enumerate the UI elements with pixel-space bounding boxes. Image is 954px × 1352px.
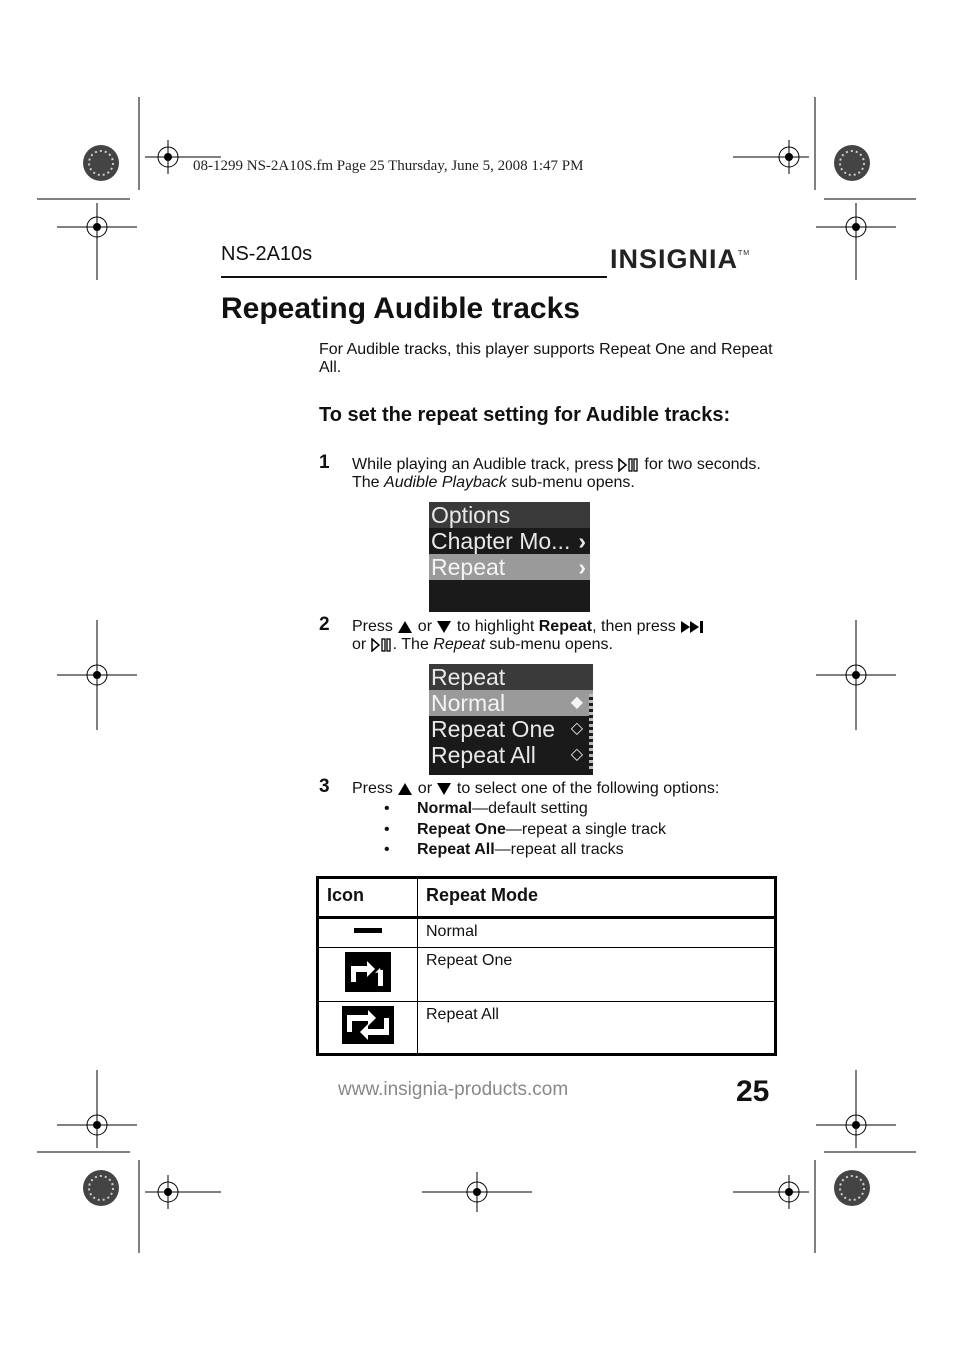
step-number: 3 bbox=[319, 776, 330, 797]
step-text: Press or to highlight Repeat, then press or . The Repeat sub-menu opens. bbox=[352, 618, 782, 654]
table-cell: Normal bbox=[418, 918, 776, 948]
table-row bbox=[318, 1002, 776, 1055]
menu-item: Repeat All ◇ bbox=[431, 742, 583, 768]
table-row bbox=[318, 918, 776, 948]
insignia-logo: INSIGNIA™ bbox=[610, 244, 751, 274]
step-number: 2 bbox=[319, 614, 330, 635]
page-number: 25 bbox=[736, 1075, 770, 1108]
table-row bbox=[318, 948, 776, 1002]
menu-item-selected: Repeat › bbox=[429, 554, 590, 580]
repeat-mode-table bbox=[316, 876, 777, 1056]
screen-header: Options bbox=[429, 502, 590, 528]
page-title: Repeating Audible tracks bbox=[221, 292, 580, 325]
table-header-cell: Icon bbox=[318, 878, 418, 918]
footer-url: www.insignia-products.com bbox=[338, 1079, 569, 1100]
procedure-heading: To set the repeat setting for Audible tracks: bbox=[319, 404, 731, 426]
repeat-one-icon bbox=[345, 952, 391, 992]
up-arrow-icon bbox=[397, 782, 413, 796]
play-pause-icon bbox=[371, 638, 393, 652]
header-rule bbox=[221, 276, 607, 278]
step-text: Press or to select one of the following options: bbox=[352, 780, 720, 797]
chevron-right-icon: › bbox=[578, 528, 586, 554]
repeat-all-icon bbox=[342, 1006, 394, 1044]
radio-unselected-icon: ◇ bbox=[570, 720, 583, 737]
menu-item: Repeat One ◇ bbox=[431, 716, 583, 742]
print-slug: 08-1299 NS-2A10S.fm Page 25 Thursday, June 5, 2008 1:47 PM bbox=[193, 158, 584, 174]
radio-unselected-icon: ◇ bbox=[570, 746, 583, 763]
list-item: • Repeat One—repeat a single track bbox=[384, 820, 666, 838]
up-arrow-icon bbox=[397, 620, 413, 634]
play-pause-icon bbox=[618, 458, 640, 472]
down-arrow-icon bbox=[436, 620, 452, 634]
model-number: NS-2A10s bbox=[221, 243, 313, 265]
table-cell: Repeat One bbox=[418, 948, 776, 1002]
next-track-icon bbox=[680, 620, 706, 634]
chevron-right-icon: › bbox=[578, 554, 586, 580]
scrollbar bbox=[589, 694, 593, 770]
table-header-row bbox=[318, 878, 776, 918]
screen-header: Repeat bbox=[429, 664, 593, 690]
down-arrow-icon bbox=[436, 782, 452, 796]
repeat-menu-screen bbox=[429, 664, 593, 775]
dash-icon bbox=[353, 924, 383, 936]
intro-text: For Audible tracks, this player supports Repeat One and Repeat All. bbox=[319, 341, 773, 376]
options-menu-screen bbox=[429, 502, 590, 612]
list-item: • Normal—default setting bbox=[384, 800, 588, 817]
step-number: 1 bbox=[319, 452, 330, 473]
menu-item: Chapter Mo... › bbox=[431, 528, 586, 554]
options-list bbox=[384, 799, 666, 861]
table-cell: Repeat All bbox=[418, 1002, 776, 1055]
step-text: While playing an Audible track, press for two seconds. The Audible Playback sub-menu opens. bbox=[352, 456, 761, 491]
menu-item-selected: Normal ◆ bbox=[429, 690, 593, 716]
table-header-cell: Repeat Mode bbox=[418, 878, 776, 918]
list-item: • Repeat All—repeat all tracks bbox=[384, 841, 624, 858]
radio-selected-icon: ◆ bbox=[570, 694, 583, 711]
